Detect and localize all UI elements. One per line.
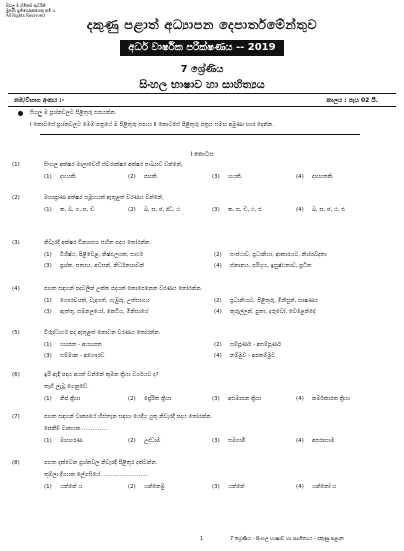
option-text: නිජ ක්‍රියා [60, 396, 81, 402]
option-number: (4) [214, 309, 222, 315]
option-number: (4) [296, 484, 304, 490]
option-text: ඛ, ඝ, ඡ, ඨ, ඪ [312, 207, 346, 213]
option-number: (2) [214, 298, 222, 304]
divider [8, 106, 396, 107]
option-number: (2) [214, 252, 222, 258]
option-number: (3) [212, 396, 220, 402]
option-number: (1) [44, 438, 52, 444]
option-text: හයකි. [228, 174, 243, 180]
question-text: පහත සඳහන් පදවලින් උක්ත පදයක් නොපෙනෙන වරණය තෝරන්න. [44, 286, 203, 292]
option-number: (2) [128, 174, 136, 180]
option-text: සම්මාන - අගෞරව [60, 353, 105, 359]
option-text: ප්‍රශ්න, සත්‍යය, අවසන්, නිර්ධනයාවන් [60, 263, 144, 269]
question-number: (5) [12, 330, 20, 336]
option-text: අපරාභාම [312, 438, 335, 444]
option-text: ක, ඛ, ග, ඝ, ඩ [60, 207, 95, 213]
option-number: (2) [128, 396, 136, 402]
name-label: නම/විභාග අංකය :- [14, 97, 65, 104]
option-number: (2) [128, 484, 136, 490]
option-number: (2) [214, 342, 222, 348]
footer-text: 7 ශ්‍රේණිය - සිංහල භාෂාව හා සාහිත්‍යය - දකුණු පළාත [230, 536, 344, 542]
instruction-line: සියලු ම ප්‍රශ්නවලට පිළිතුරු සපයන්න. [30, 110, 117, 116]
option-text: ඛ, ඝ, ඡ, ඣ, ඨ [144, 207, 181, 213]
question-number: (2) [12, 195, 20, 201]
option-text: ප්‍රේරිත ක්‍රියා [144, 396, 172, 402]
option-text: නම්මුව - අපකම්මුව [230, 353, 276, 359]
question-text: පහත සඳහන් වාක්‍යයේ හිස්තැන සඳහා යෙදිය යුතු නිවැරදි පදය තෝරන්න. [44, 414, 213, 420]
question-subtext: පෙනීම් වාකයක ............... [44, 426, 109, 432]
question-number: (3) [12, 240, 20, 246]
option-number: (4) [214, 353, 222, 359]
page-number: 1 [200, 536, 204, 542]
option-text: ප්‍රධානියාට, පිළිතුරු, මිනිසුන්, භාෂණය [230, 298, 319, 304]
option-number: (4) [296, 396, 304, 402]
time-label: කාලය : පැය 02 යි. [326, 97, 378, 104]
option-number: (1) [44, 298, 52, 304]
instruction-line: I කොටසේ ප්‍රශ්නවලට මෙම පත්‍රයේ ම පිළිතුරු සපයා II කොටසේ පිළිතුරු පත්‍රය සමඟ අමුණා භාර දෙන්න. [30, 122, 274, 128]
option-text: ක, ඝ, ඩ, ථ, ඪ [228, 207, 262, 213]
question-subtext: තුම්ලා දිගයක ලේගසියේ .......................... [44, 472, 148, 478]
option-number: (1) [44, 396, 52, 402]
department-title: දකුණු පළාත් අධ්‍යාපන දෙපාර්තමේන්තුව [86, 18, 318, 33]
divider [40, 134, 360, 135]
part-label: I කොටස [190, 151, 214, 158]
option-number: (3) [44, 309, 52, 315]
option-text: යන්නේ [228, 484, 245, 490]
option-text: ඇත්තු, සමනලයෝ, කෙටිය, මිනිසාගේ [60, 309, 149, 315]
option-number: (1) [44, 342, 52, 348]
question-text: ඉරි ඇඳි පදය අයත් වන්නේ කුමන ක්‍රියා වර්ගයට ද? [44, 372, 159, 378]
question-number: (6) [12, 372, 20, 378]
option-text: දහහතකි. [312, 174, 334, 180]
divider [8, 93, 396, 94]
option-number: (4) [296, 207, 304, 213]
subject-title: සිංහල භාෂාව හා සාහිත්‍යය [139, 78, 265, 91]
option-number: (3) [212, 174, 220, 180]
option-text: යන්නේ ය [60, 484, 83, 490]
option-text: සමගාමි [228, 438, 246, 444]
option-text: පහකි. [144, 174, 159, 180]
bullet-dot [18, 111, 23, 116]
option-number: (3) [212, 207, 220, 213]
option-number: (2) [128, 438, 136, 444]
option-text: උද්ධාම [144, 438, 161, 444]
option-number: (3) [44, 353, 52, 359]
question-text: නිවැරදි අක්ෂර වින්‍යාසය සහිත පදය තෝරන්න. [44, 240, 152, 246]
option-text: සම්පූර්ණ - අසම්පූර්ණ [230, 342, 282, 348]
option-number: (3) [212, 484, 220, 490]
option-number: (2) [128, 207, 136, 213]
option-text: ස්නානය, පරිගූය, ඉසුෂ්ඨතාව, ප්‍රධිත [230, 263, 312, 269]
option-number: (1) [44, 207, 52, 213]
question-text: මහාප්‍රාණ අක්ෂර සමූහයක් ඇතුළත් වරණය වන්නේ, [44, 195, 164, 201]
option-number: (3) [212, 438, 220, 444]
option-number: (1) [44, 252, 52, 258]
option-number: (3) [44, 263, 52, 269]
option-text: යන්නෙමු [144, 484, 165, 490]
option-text: අසමාපන ක්‍රියා [228, 396, 262, 402]
option-text: කර්මකාරක ක්‍රියා [312, 396, 350, 402]
option-text: යහපත - අයහපත [60, 342, 102, 348]
option-number: (4) [296, 438, 304, 444]
grade-title: 7 ශ්‍රේණිය [180, 64, 224, 75]
question-number: (7) [12, 414, 20, 420]
question-number: (4) [12, 286, 20, 292]
option-text: සංස්ථාව, ප්‍රධානියා, ආකාරයට, නිශ්ශබ්දතා [230, 252, 327, 258]
exam-banner: අර්ධ වාර්ෂික පරීක්ෂණය -- 2019 [120, 40, 284, 56]
question-text: සිංහල අක්ෂර මාලාවෙහි ස්වරාක්ෂර අක්ෂර සංඛ්‍යාව වන්නේ, [44, 162, 183, 168]
option-number: (4) [214, 263, 222, 269]
question-subtext: තෑගී ලැබූ ගෙනුවේ. [44, 384, 89, 390]
option-number: (1) [44, 174, 52, 180]
copyright-notice: සියලු ම හිමිකම් ඇව්රිනි මුළුමා ප්‍රතිශෝදකයෙකු නමි ය All Rights Reserved [6, 3, 56, 18]
option-text: දහයකි. [60, 174, 77, 180]
option-text: යන්නෝ ය [312, 484, 337, 490]
option-text: මඟහරණ [60, 438, 83, 444]
question-text: පහත දැක්වෙන ප්‍රශ්නවල නිවැරදි පිළිතුර දක්වන්න. [44, 460, 158, 466]
option-text: ගෞරවයක්, වැදගත්, ගැඹුරු, උත්සාහය [60, 298, 150, 304]
option-text: කුරුල්ලන්, පුතා, දරුවෝ, වෙළෙන්දෝ [230, 309, 316, 315]
question-number: (1) [12, 162, 20, 168]
option-number: (1) [44, 484, 52, 490]
option-text: විශිෂ්ඨ, පිළිවෙළ, නිෂ්ඵලයක, සාර්ථ [60, 252, 143, 258]
question-text: විරුද්ධාර්ථ පද ඇතුළත් නොවන වරණය තෝරන්න. [44, 330, 161, 336]
option-number: (4) [296, 174, 304, 180]
question-number: (8) [12, 460, 20, 466]
